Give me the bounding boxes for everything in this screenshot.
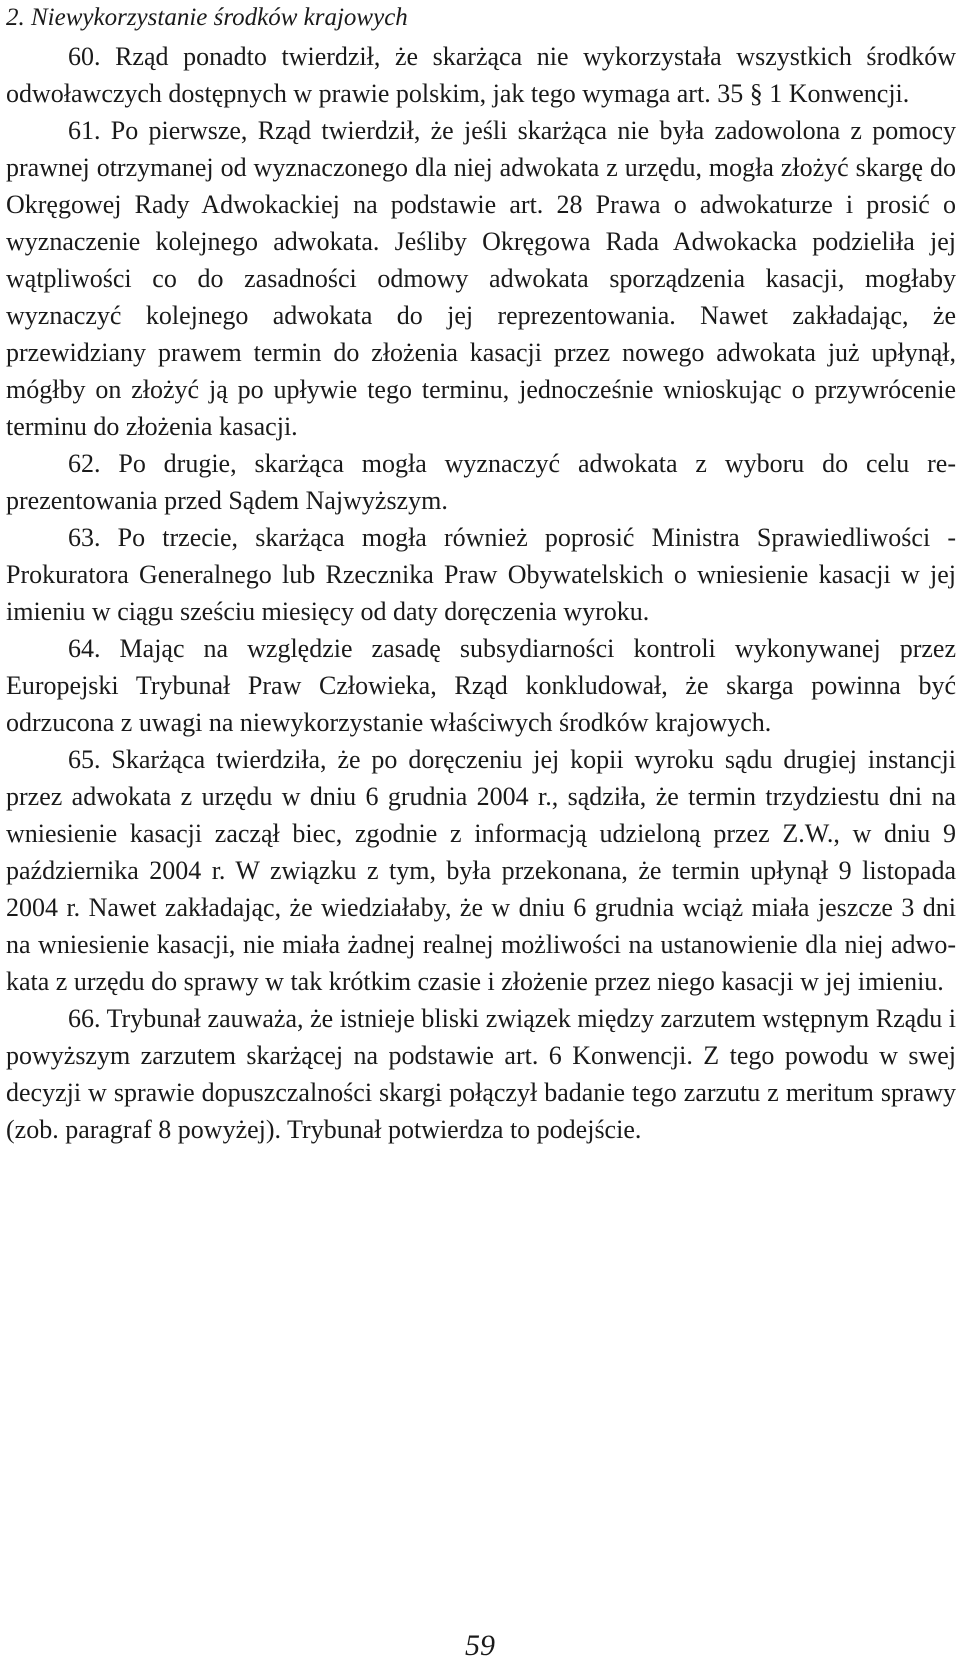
paragraph-66: 66. Trybunał zauważa, że istnieje bliski związek między zarzutem wstępnym Rządu i powyższym zarzutem skarżącej na podstawie art. 6 Konwencji. Z tego powodu w swej decyzji w sprawie dopuszczalności skargi połączył badanie tego zarzutu z meritum sprawy (zob. paragraf 8 powyżej). Trybunał potwierdza to podejście.	[6, 1004, 956, 1144]
document-page	[6, 0, 956, 1148]
section-heading: 2. Niewykorzystanie środków krajowych	[6, 4, 408, 31]
paragraph-62: 62. Po drugie, skarżąca mogła wyznaczyć adwokata z wyboru do celu reprezentowania przed Sądem Najwyższym.	[6, 449, 956, 515]
paragraph-60: 60. Rząd ponadto twierdził, że skarżąca nie wykorzystała wszystkich środków odwoławczych dostępnych w prawie polskim, jak tego wymaga art. 35 § 1 Konwencji.	[6, 42, 956, 108]
paragraph-64: 64. Mając na względzie zasadę subsydiarności kontroli wykonywanej przez Europejski Trybunał Praw Człowieka, Rząd konkludował, że skarga powinna być odrzucona z uwagi na niewykorzystanie właściwych środków krajowych.	[6, 634, 956, 737]
paragraph-61: 61. Po pierwsze, Rząd twierdził, że jeśli skarżąca nie była zadowolona z pomocy prawnej otrzymanej od wyznaczonego dla niej adwokata z urzędu, mogła złożyć skargę do Okręgowej Rady Adwokackiej na podstawie art. 28 Prawa o adwokaturze i prosić o wyznaczenie kolejnego adwokata. Jeśliby Okręgowa Rada Adwokacka podzieliła jej wątpliwości co do zasadności odmowy adwokata sporządzenia kasacji, mogłaby wyznaczyć kolejnego adwokata do jej reprezentowania. Nawet zakładając, że przewidziany prawem termin do złożenia kasacji przez nowego adwokata już upłynął, mógłby on złożyć ją po upływie tego terminu, jednocześnie wnioskując o przywrócenie terminu do złożenia kasacji.	[6, 116, 956, 441]
paragraph-63: 63. Po trzecie, skarżąca mogła również poprosić Ministra Sprawiedliwości - Prokuratora Generalnego lub Rzecznika Praw Obywatelskich o wniesienie kasacji w jej imieniu w ciągu sześciu miesięcy od daty doręczenia wyroku.	[6, 523, 956, 626]
page-number: 59	[465, 1629, 495, 1662]
paragraph-65: 65. Skarżąca twierdziła, że po doręczeniu jej kopii wyroku sądu drugiej instancji przez adwokata z urzędu w dniu 6 grudnia 2004 r., sądziła, że termin trzydziestu dni na wniesienie kasacji zaczął biec, zgodnie z informacją udzieloną przez Z.W., w dniu 9 października 2004 r. W związku z tym, była przekonana, że termin upłynął 9 listopada 2004 r. Nawet zakładając, że wiedziałaby, że w dniu 6 grudnia wciąż miała jeszcze 3 dni na wniesienie kasacji, nie miała żadnej realnej możliwości na ustanowienie dla niej adwokata z urzędu do sprawy w tak krótkim czasie i złożenie przez niego kasacji w jej imieniu.	[6, 745, 956, 996]
